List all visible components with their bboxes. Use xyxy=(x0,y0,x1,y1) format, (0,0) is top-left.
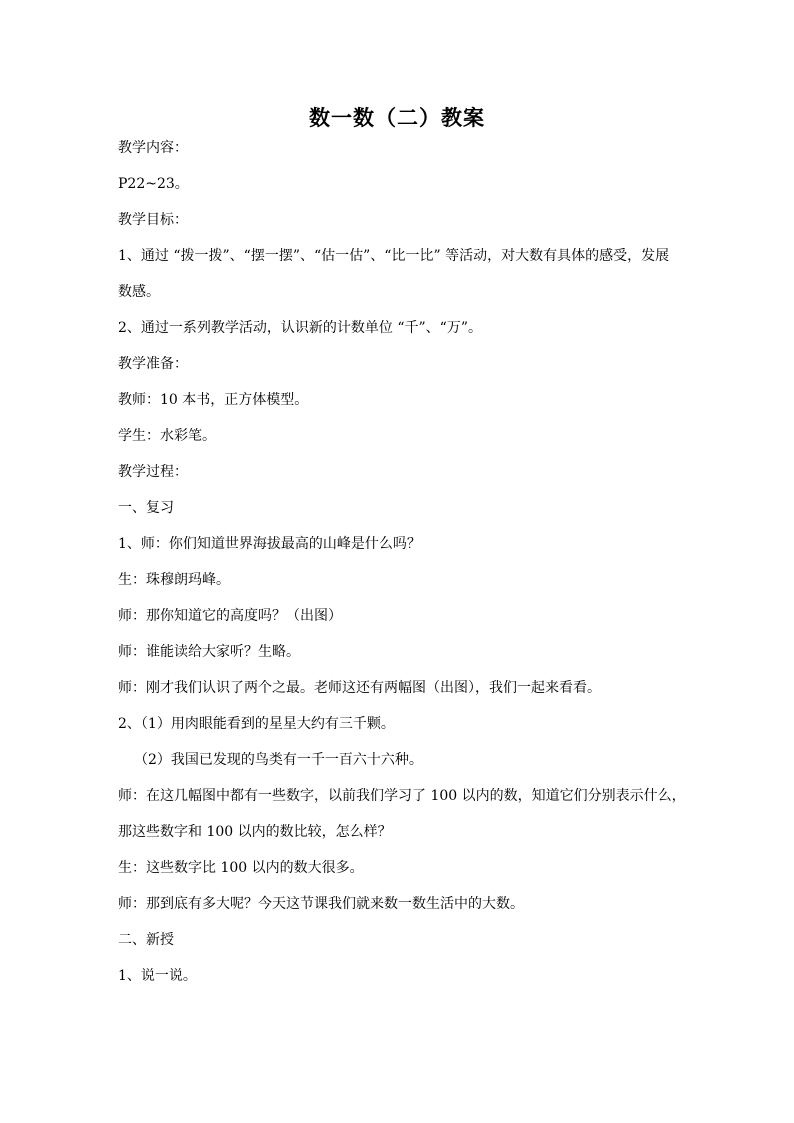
paragraph-dialogue: 师：那你知道它的高度吗？（出图） xyxy=(118,608,342,624)
paragraph-dialogue: 师：在这几幅图中都有一些数字，以前我们学习了 100 以内的数，知道它们分别表示什么， xyxy=(118,788,686,804)
section-heading-process: 教学过程： xyxy=(118,464,188,480)
document-title: 数一数（二）教案 xyxy=(309,105,485,130)
section-heading-new-lesson: 二、新授 xyxy=(118,932,174,948)
section-heading-preparation: 教学准备： xyxy=(118,356,188,372)
paragraph-goal-1: 1、通过 “拨一拨”、“摆一摆”、“估一估”、“比一比” 等活动，对大数有具体的感受，发展 xyxy=(118,248,670,264)
paragraph-pages: P22~23。 xyxy=(118,176,189,192)
paragraph-dialogue: 生：珠穆朗玛峰。 xyxy=(118,572,230,588)
paragraph-fact-2: （2）我国已发现的鸟类有一千一百六十六种。 xyxy=(134,752,423,768)
paragraph-goal-2: 2、通过一系列教学活动，认识新的计数单位 “千”、“万”。 xyxy=(118,320,482,336)
paragraph-fact-1: 2、（1）用肉眼能看到的星星大约有三千颗。 xyxy=(118,716,395,732)
paragraph-dialogue: 生：这些数字比 100 以内的数大很多。 xyxy=(118,860,364,876)
section-heading-review: 一、复习 xyxy=(118,500,174,516)
paragraph-dialogue-cont: 那这些数字和 100 以内的数比较，怎么样？ xyxy=(118,824,392,840)
paragraph-step-1: 1、说一说。 xyxy=(118,968,197,984)
paragraph-student-prep: 学生：水彩笔。 xyxy=(118,428,216,444)
paragraph-dialogue: 师：那到底有多大呢？今天这节课我们就来数一数生活中的大数。 xyxy=(118,896,524,912)
section-heading-content: 教学内容： xyxy=(118,140,188,156)
section-heading-goals: 教学目标： xyxy=(118,212,188,228)
paragraph-dialogue: 师：谁能读给大家听？生略。 xyxy=(118,644,300,660)
paragraph-dialogue: 师：刚才我们认识了两个之最。老师这还有两幅图（出图），我们一起来看看。 xyxy=(118,680,601,696)
paragraph-dialogue: 1、师：你们知道世界海拔最高的山峰是什么吗？ xyxy=(118,536,421,552)
paragraph-teacher-prep: 教师：10 本书，正方体模型。 xyxy=(118,392,309,408)
paragraph-goal-1-cont: 数感。 xyxy=(118,284,160,300)
